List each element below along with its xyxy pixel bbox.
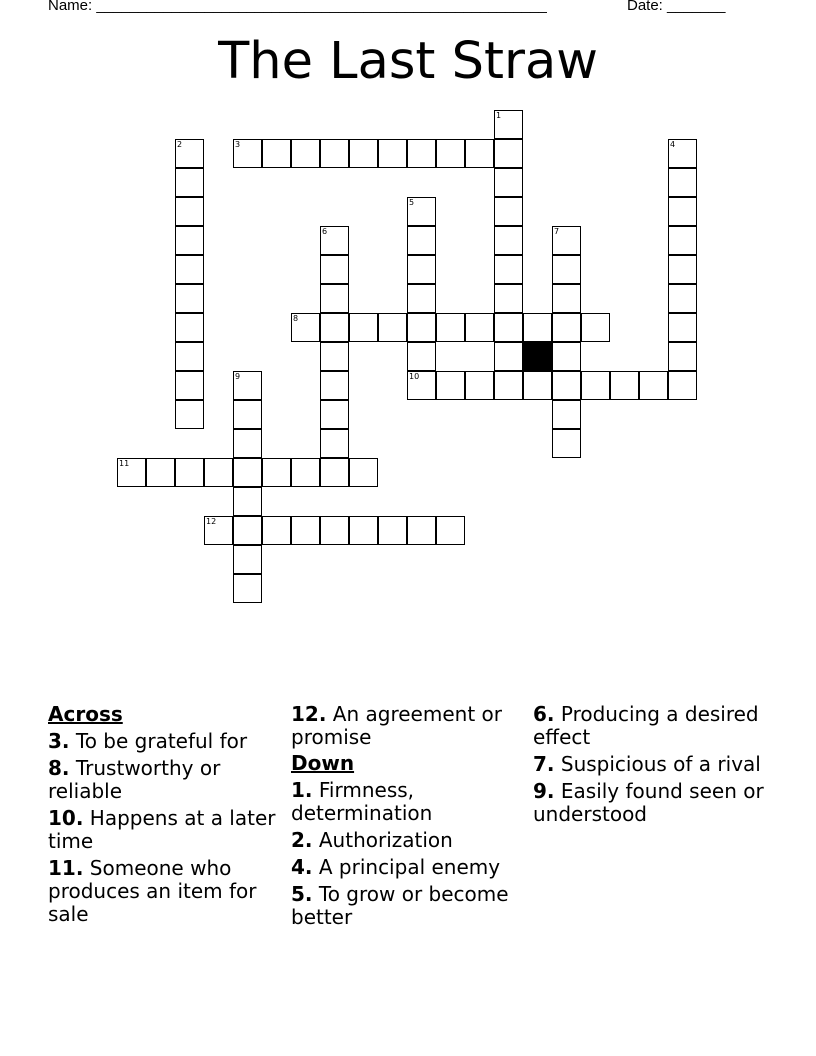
cell-number: 12	[206, 517, 217, 526]
grid-cell[interactable]	[552, 400, 581, 429]
grid-cell[interactable]	[494, 342, 523, 371]
grid-cell[interactable]	[291, 139, 320, 168]
grid-cell[interactable]	[233, 458, 262, 487]
down-clue-5	[291, 883, 523, 929]
grid-cell[interactable]	[262, 139, 291, 168]
grid-cell[interactable]	[407, 255, 436, 284]
grid-cell[interactable]	[407, 516, 436, 545]
down-clue-1	[291, 779, 523, 825]
cell-number: 11	[119, 459, 130, 468]
grid-cell[interactable]	[233, 371, 262, 400]
grid-cell[interactable]	[233, 429, 262, 458]
grid-cell[interactable]	[291, 516, 320, 545]
grid-cell[interactable]	[494, 371, 523, 400]
cell-number: 8	[293, 314, 299, 323]
grid-cell[interactable]	[349, 313, 378, 342]
grid-cell[interactable]	[668, 197, 697, 226]
grid-cell[interactable]	[552, 284, 581, 313]
grid-cell[interactable]	[320, 313, 349, 342]
grid-cell[interactable]	[175, 197, 204, 226]
grid-cell[interactable]	[320, 342, 349, 371]
clue-text: Authorization	[318, 828, 453, 852]
grid-cell[interactable]	[204, 516, 233, 545]
grid-cell[interactable]	[407, 197, 436, 226]
grid-cell[interactable]	[175, 313, 204, 342]
grid-cell[interactable]	[436, 313, 465, 342]
grid-cell[interactable]	[552, 255, 581, 284]
name-field[interactable]: Name: ______________________________________________________	[48, 0, 547, 14]
grid-cell[interactable]	[233, 400, 262, 429]
cell-number: 3	[235, 140, 241, 149]
clue-number: 2.	[291, 828, 313, 852]
grid-cell[interactable]	[552, 313, 581, 342]
date-field[interactable]: Date: _______	[627, 0, 726, 14]
grid-cell[interactable]	[320, 516, 349, 545]
clue-text: An agreement or promise	[291, 702, 502, 749]
grid-cell[interactable]	[349, 516, 378, 545]
down-clue-2	[291, 829, 523, 852]
clue-text: Suspicious of a rival	[560, 752, 761, 776]
grid-cell[interactable]	[291, 458, 320, 487]
grid-cell[interactable]	[668, 371, 697, 400]
grid-cell[interactable]	[175, 400, 204, 429]
grid-cell[interactable]	[581, 313, 610, 342]
black-cell	[523, 342, 552, 371]
across-clue-12	[291, 703, 523, 749]
across-clue-8	[48, 757, 280, 803]
grid-cell[interactable]	[262, 458, 291, 487]
cell-number: 2	[177, 140, 183, 149]
grid-cell[interactable]	[668, 313, 697, 342]
grid-cell[interactable]	[523, 371, 552, 400]
grid-cell[interactable]	[494, 255, 523, 284]
grid-cell[interactable]	[291, 313, 320, 342]
grid-cell[interactable]	[175, 139, 204, 168]
grid-cell[interactable]	[407, 226, 436, 255]
grid-cell[interactable]	[668, 284, 697, 313]
down-clue-7	[533, 753, 765, 776]
grid-cell[interactable]	[552, 429, 581, 458]
grid-cell[interactable]	[320, 429, 349, 458]
clue-text: Someone who produces an item for sale	[48, 856, 257, 926]
down-heading: Down	[291, 751, 355, 775]
grid-cell[interactable]	[146, 458, 175, 487]
grid-cell[interactable]	[523, 313, 552, 342]
grid-cell[interactable]	[668, 255, 697, 284]
clue-number: 3.	[48, 729, 70, 753]
grid-cell[interactable]	[494, 139, 523, 168]
grid-cell[interactable]	[320, 284, 349, 313]
grid-cell[interactable]	[668, 139, 697, 168]
grid-cell[interactable]	[407, 284, 436, 313]
down-clue-9	[533, 780, 765, 826]
cell-number: 9	[235, 372, 241, 381]
clue-text: To be grateful for	[75, 729, 248, 753]
grid-cell[interactable]	[494, 110, 523, 139]
grid-cell[interactable]	[552, 371, 581, 400]
grid-cell[interactable]	[436, 516, 465, 545]
grid-cell[interactable]	[494, 168, 523, 197]
grid-cell[interactable]	[465, 371, 494, 400]
cell-number: 7	[554, 227, 560, 236]
clue-text: Producing a desired effect	[533, 702, 759, 749]
cell-number: 6	[322, 227, 328, 236]
grid-cell[interactable]	[639, 371, 668, 400]
clue-number: 8.	[48, 756, 70, 780]
clue-text: Firmness, determination	[291, 778, 433, 825]
down-clue-4	[291, 856, 523, 879]
grid-cell[interactable]	[552, 226, 581, 255]
clue-number: 7.	[533, 752, 555, 776]
cell-number: 4	[670, 140, 676, 149]
clue-number: 5.	[291, 882, 313, 906]
grid-cell[interactable]	[494, 313, 523, 342]
across-clue-11	[48, 857, 280, 926]
grid-cell[interactable]	[233, 516, 262, 545]
grid-cell[interactable]	[668, 168, 697, 197]
clues-column-1	[48, 700, 280, 926]
cell-number: 1	[496, 111, 502, 120]
grid-cell[interactable]	[610, 371, 639, 400]
grid-cell[interactable]	[668, 226, 697, 255]
grid-cell[interactable]	[320, 255, 349, 284]
clue-number: 4.	[291, 855, 313, 879]
grid-cell[interactable]	[349, 139, 378, 168]
grid-cell[interactable]	[320, 458, 349, 487]
clues-column-3	[533, 700, 765, 826]
grid-cell[interactable]	[175, 458, 204, 487]
grid-cell[interactable]	[378, 139, 407, 168]
clue-text: Trustworthy or reliable	[48, 756, 221, 803]
grid-cell[interactable]	[436, 139, 465, 168]
grid-cell[interactable]	[175, 371, 204, 400]
grid-cell[interactable]	[378, 516, 407, 545]
clues-column-2	[291, 700, 523, 929]
cell-number: 5	[409, 198, 415, 207]
grid-cell[interactable]	[320, 139, 349, 168]
grid-cell[interactable]	[233, 574, 262, 603]
grid-cell[interactable]	[204, 458, 233, 487]
grid-cell[interactable]	[407, 313, 436, 342]
grid-cell[interactable]	[494, 197, 523, 226]
clue-number: 1.	[291, 778, 313, 802]
grid-cell[interactable]	[233, 139, 262, 168]
clue-number: 10.	[48, 806, 84, 830]
across-clue-3	[48, 730, 280, 753]
grid-cell[interactable]	[494, 226, 523, 255]
grid-cell[interactable]	[320, 371, 349, 400]
clue-text: A principal enemy	[318, 855, 501, 879]
grid-cell[interactable]	[175, 284, 204, 313]
across-clue-10	[48, 807, 280, 853]
grid-cell[interactable]	[407, 139, 436, 168]
grid-cell[interactable]	[407, 342, 436, 371]
grid-cell[interactable]	[117, 458, 146, 487]
across-heading: Across	[48, 702, 123, 726]
grid-cell[interactable]	[233, 487, 262, 516]
grid-cell[interactable]	[175, 226, 204, 255]
grid-cell[interactable]	[552, 342, 581, 371]
grid-cell[interactable]	[407, 371, 436, 400]
grid-cell[interactable]	[349, 458, 378, 487]
clue-number: 12.	[291, 702, 327, 726]
clue-number: 11.	[48, 856, 84, 880]
grid-cell[interactable]	[175, 255, 204, 284]
clue-text: Easily found seen or understood	[533, 779, 764, 826]
grid-cell[interactable]	[668, 342, 697, 371]
grid-cell[interactable]	[436, 371, 465, 400]
grid-cell[interactable]	[175, 168, 204, 197]
grid-cell[interactable]	[233, 545, 262, 574]
clue-text: Happens at a later time	[48, 806, 276, 853]
grid-cell[interactable]	[320, 400, 349, 429]
down-clue-6	[533, 703, 765, 749]
grid-cell[interactable]	[465, 313, 494, 342]
grid-cell[interactable]	[494, 284, 523, 313]
grid-cell[interactable]	[465, 139, 494, 168]
grid-cell[interactable]	[262, 516, 291, 545]
page-title: The Last Straw	[218, 32, 598, 91]
clue-number: 9.	[533, 779, 555, 803]
clue-text: To grow or become better	[291, 882, 509, 929]
cell-number: 10	[409, 372, 420, 381]
grid-cell[interactable]	[320, 226, 349, 255]
grid-cell[interactable]	[581, 371, 610, 400]
grid-cell[interactable]	[378, 313, 407, 342]
grid-cell[interactable]	[175, 342, 204, 371]
clue-number: 6.	[533, 702, 555, 726]
